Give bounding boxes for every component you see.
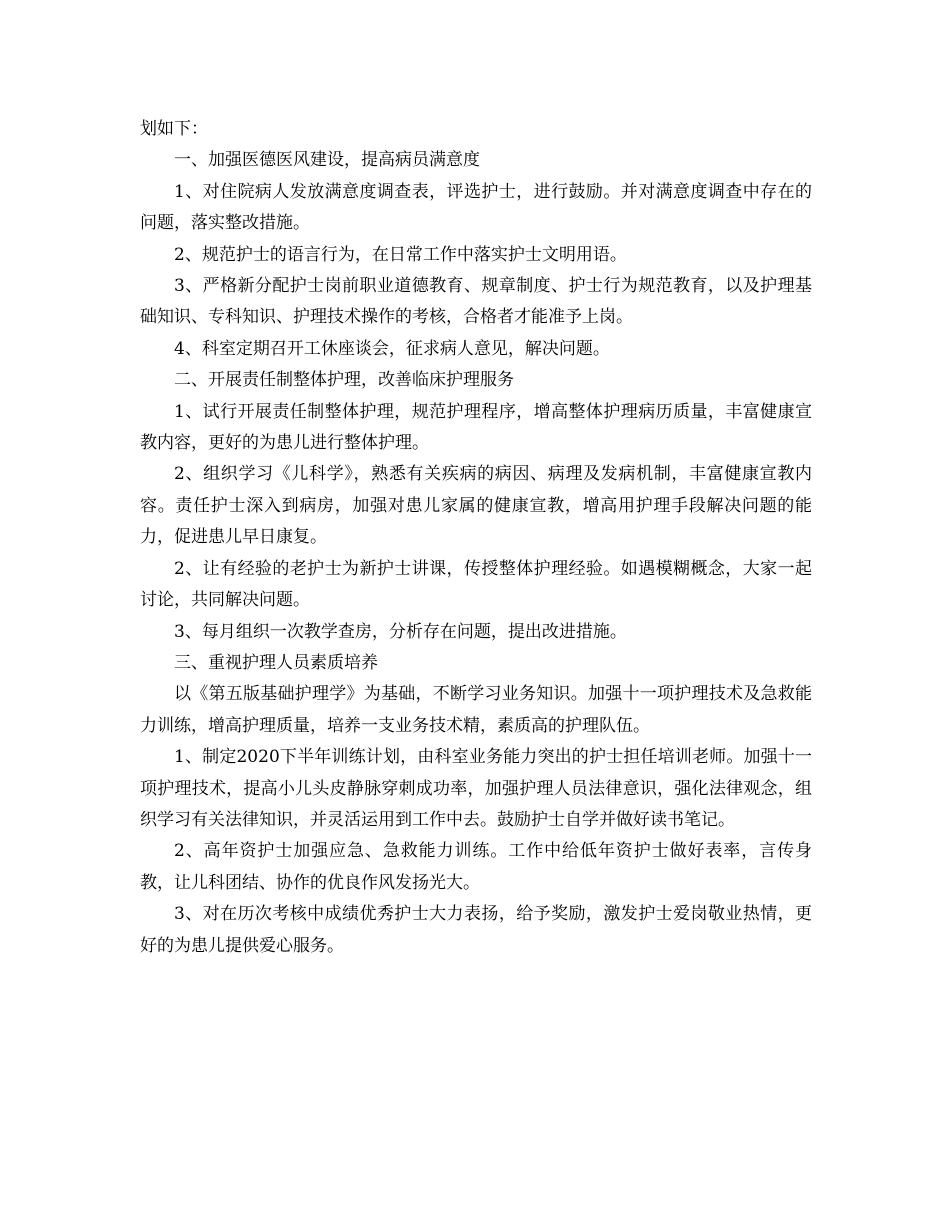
paragraph: 3、严格新分配护士岗前职业道德教育、规章制度、护士行为规范教育，以及护理基础知识、专科知识、护理技术操作的考核，合格者才能准予上岗。 (140, 276, 812, 328)
section-heading-2: 二、开展责任制整体护理，改善临床护理服务 (174, 370, 514, 391)
paragraph: 1、制定2020下半年训练计划，由科室业务能力突出的护士担任培训老师。加强十一项护理技术，提高小儿头皮静脉穿刺成功率，加强护理人员法律意识，强化法律观念，组织学习有关法律知识，并灵活运用到工作中去。鼓励护士自学并做好读书笔记。 (140, 747, 812, 830)
paragraph: 2、规范护士的语言行为，在日常工作中落实护士文明用语。 (174, 244, 627, 265)
paragraph: 2、高年资护士加强应急、急救能力训练。工作中给低年资护士做好表率，言传身教，让儿科团结、协作的优良作风发扬光大。 (140, 841, 812, 893)
paragraph: 2、让有经验的老护士为新护士讲课，传授整体护理经验。如遇模糊概念，大家一起讨论，共同解决问题。 (140, 558, 812, 611)
paragraph: 4、科室定期召开工休座谈会，征求病人意见，解决问题。 (174, 338, 610, 359)
paragraph: 3、每月组织一次教学查房，分析存在问题，提出改进措施。 (174, 621, 627, 642)
paragraph: 1、试行开展责任制整体护理，规范护理程序，增高整体护理病历质量，丰富健康宣教内容，更好的为患儿进行整体护理。 (140, 401, 812, 454)
paragraph: 2、组织学习《儿科学》，熟悉有关疾病的病因、病理及发病机制，丰富健康宣教内容。责任护士深入到病房，加强对患儿家属的健康宣教，增高用护理手段解决问题的能力，促进患儿早日康复。 (140, 464, 812, 548)
section-heading-3: 三、重视护理人员素质培养 (174, 652, 378, 673)
paragraph: 1、对住院病人发放满意度调查表，评选护士，进行鼓励。并对满意度调查中存在的问题，落实整改措施。 (140, 181, 812, 234)
paragraph: 以《第五版基础护理学》为基础，不断学习业务知识。加强十一项护理技术及急救能力训练，增高护理质量，培养一支业务技术精，素质高的护理队伍。 (140, 684, 812, 736)
section-heading-1: 一、加强医德医风建设，提高病员满意度 (174, 150, 480, 171)
document-body (140, 114, 812, 962)
paragraph: 3、对在历次考核中成绩优秀护士大力表扬，给予奖励，激发护士爱岗敬业热情，更好的为患儿提供爱心服务。 (140, 904, 812, 956)
paragraph-continuation: 划如下： (140, 119, 208, 139)
